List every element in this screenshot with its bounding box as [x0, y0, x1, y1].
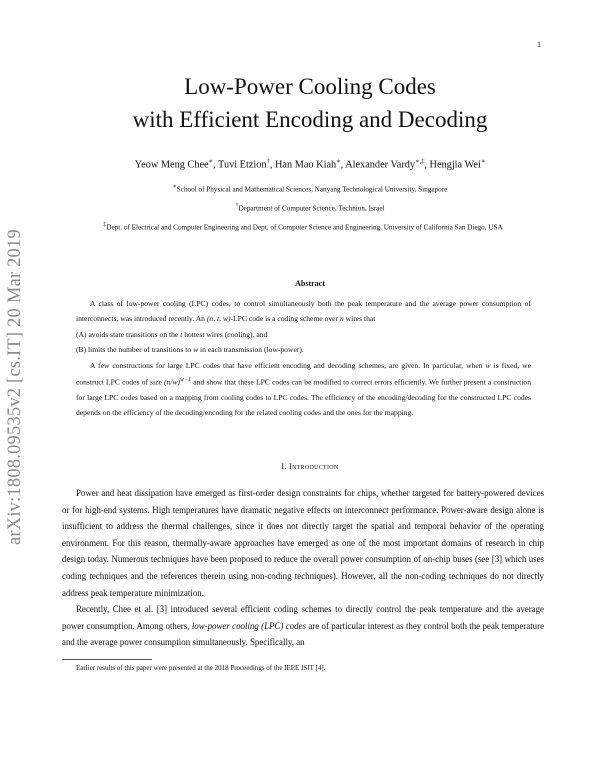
affiliation-text: Dept. of Electrical and Computer Engineering and Dept. of Computer Science and Engineering, University of California San Diego, USA: [106, 223, 503, 232]
author-mark: †: [266, 158, 270, 165]
math-inline: (n, t, w): [206, 314, 231, 324]
affiliation-text: School of Physical and Mathematical Sciences, Nanyang Technological University, Singapore: [176, 185, 448, 194]
affiliation-ucsd: [43, 222, 563, 231]
section-number: I.: [281, 462, 287, 471]
abstract-item-b: (B) limits the number of transitions to w in each transmission (low-power).: [76, 345, 304, 355]
footnote: Earlier results of this paper were presented at the 2018 Proceedings of the IEEE ISIT [4].: [76, 664, 326, 672]
affiliation-ntu: [60, 183, 560, 193]
math-inline: n: [339, 314, 344, 324]
math-inline: w: [193, 345, 199, 355]
math-inline: t: [180, 329, 183, 339]
paper-title: [60, 70, 560, 136]
body-paragraph: Power and heat dissipation have emerged as first-order design constraints for chips, whether targeted for battery-powered devices or for high-end systems. High temperatures have dramatic negative effects on interconnect performance. Power-aware design alone is insufficient to address the thermal challenges, since it does not directly target the spatial and temporal behavior of the operating environment. For this reason, thermally-aware approaches have emerged as one of the most important domains of research in chip design today. Numerous techniques have been proposed to reduce the overall power consumption of on-chip buses (see [3] which uses coding techniques and the references therein using non-coding techniques). However, all the non-coding techniques do not directly address peak temperature minimization.: [62, 488, 544, 598]
title-line-1: Low-Power Cooling Codes: [184, 74, 436, 99]
author-mark: ∗: [480, 158, 486, 165]
author-mark: ∗: [208, 158, 214, 165]
abstract-body: [76, 296, 531, 421]
abstract-heading: Abstract: [295, 279, 325, 288]
math-inline: (n/w): [164, 377, 181, 387]
title-line-2: with Efficient Encoding and Decoding: [132, 107, 488, 132]
introduction-body: [62, 485, 544, 651]
arxiv-identifier-stamp[interactable]: arXiv:1808.09535v2 [cs.IT] 20 Mar 2019: [5, 229, 25, 545]
author-name: Yeow Meng Chee: [134, 159, 209, 171]
abstract-paragraph: A few constructions for large LPC codes that have efficient encoding and decoding schemes, are given. In particular, when w is fixed, we construct LPC codes of size $(n/w)^{w-1}$ and show that these LPC codes can be modified to correct errors efficiently. We further present a construction for large LPC codes based on a mapping from cooling codes to LPC codes. The efficiency of the encoding/decoding for the constructed LPC codes depends on the efficiency of the decoding/encoding for the related cooling codes and the ones for the mapping.: [76, 360, 531, 418]
author-name: Hengjia Wei: [429, 159, 481, 171]
affiliation-text: Department of Computer Science, Technion, Israel: [238, 204, 385, 213]
section-title: Introduction: [288, 462, 339, 471]
section-heading-introduction: [60, 462, 560, 471]
author-name: Alexander Vardy: [345, 159, 416, 171]
affiliation-mark: †: [235, 203, 239, 209]
body-paragraph: Recently, Chee et al. [3] introduced several efficient coding schemes to directly control the peak temperature and the average power consumption. Among others, low-power cooling (LPC) codes are of particular interest as they control both the peak temperature and the average power consumption simultaneously. Specifically, an: [62, 604, 545, 648]
page-number: 1: [537, 40, 541, 49]
math-exponent: w−1: [180, 377, 192, 384]
abstract-item-a: (A) avoids state transitions on the t hottest wires (cooling), and: [76, 329, 268, 339]
abstract-paragraph: A class of low-power cooling (LPC) codes, to control simultaneously both the peak temperature and the average power consumption of interconnects, was introduced recently. An (n, t, w)-LPC code is a coding scheme over n wires that: [76, 299, 531, 324]
footnote-rule: [62, 659, 152, 660]
author-mark: ∗: [336, 158, 341, 165]
affiliation-mark: ∗: [172, 184, 177, 190]
author-list: Yeow Meng Chee∗, Tuvi Etzion†, Han Mao Kiah∗, Alexander Vardy∗,‡, Hengjia Wei∗: [134, 158, 486, 171]
author-name: Tuvi Etzion: [218, 159, 267, 171]
math-inline: w: [485, 360, 491, 370]
author-mark: ∗,‡: [415, 158, 425, 165]
emphasis-text: low-power cooling (LPC) codes: [191, 620, 306, 631]
affiliation-technion: [60, 203, 560, 212]
affiliation-mark: ‡: [103, 222, 107, 228]
author-name: Han Mao Kiah: [274, 159, 337, 171]
